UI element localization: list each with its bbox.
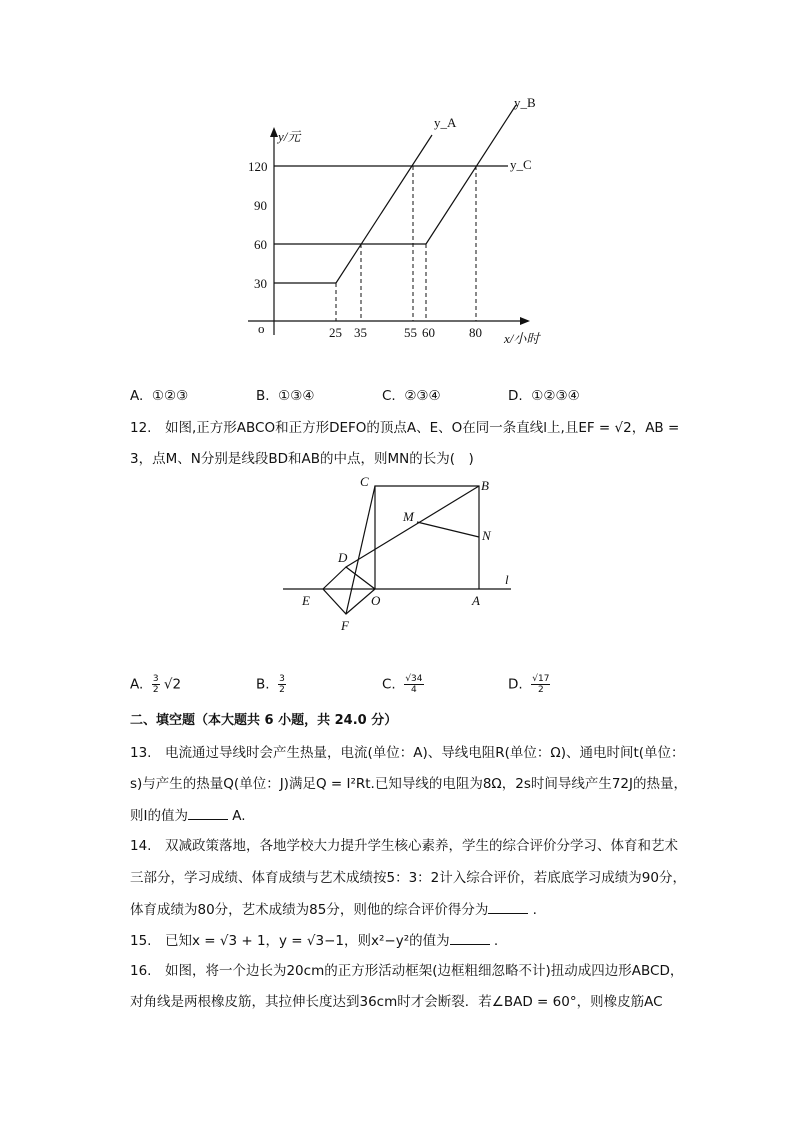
q15-stem: 15. 已知x = √3 + 1，y = √3−1，则x²−y²的值为	[130, 933, 450, 949]
y-axis-arrow	[270, 127, 278, 137]
q11-option-a	[130, 386, 188, 406]
q14-stem: 体育成绩为80分，艺术成绩为85分，则他的综合评价得分为	[130, 902, 489, 918]
q14-end: .	[532, 902, 537, 918]
segment-do	[346, 567, 375, 589]
option-letter: A.	[130, 676, 144, 693]
line-label-yb: y_B	[514, 95, 536, 110]
q12-option-d	[508, 674, 550, 695]
option-text: ②③④	[404, 388, 441, 404]
option-suffix: √2	[163, 676, 182, 693]
option-letter: A.	[130, 388, 144, 404]
point-label-o: O	[371, 593, 381, 608]
point-label-m: M	[403, 509, 414, 524]
q12-option-b	[256, 674, 286, 695]
option-letter: D.	[508, 388, 523, 404]
q15-line	[130, 930, 498, 951]
option-letter: C.	[382, 388, 396, 404]
x-axis-arrow	[520, 317, 530, 325]
q13-line-1: 13. 电流通过导线时会产生热量，电流(单位：A)、导线电阻R(单位：Ω)、通电时间t(单位：	[130, 745, 685, 761]
q16-line-1: 16. 如图，将一个边长为20cm的正方形活动框架(边框粗细忽略不计)扭动成四边形ABCD，	[130, 963, 684, 979]
fraction: $\frac{√17}{2}$	[532, 674, 550, 695]
option-letter: B.	[256, 676, 270, 693]
x-tick-label: 60	[422, 325, 435, 340]
y-axis-label: y/元	[278, 129, 301, 144]
q11-option-c	[382, 386, 441, 406]
point-label-n: N	[482, 528, 491, 543]
section-heading: 二、填空题（本大题共 6 小题，共 24.0 分）	[130, 713, 398, 728]
q16-line-2: 对角线是两根橡皮筋，其拉伸长度达到36cm时才会断裂．若∠BAD = 60°，则橡皮筋AC	[130, 994, 663, 1010]
option-text: ①②③	[151, 388, 189, 404]
q14-line-1: 14. 双减政策落地，各地学校大力提升学生核心素养，学生的综合评价分学习、体育和艺术	[130, 838, 678, 854]
line-label-yc: y_C	[510, 157, 532, 172]
q15-end: .	[493, 933, 499, 949]
x-tick-label: 55	[404, 325, 417, 340]
q13-line-3	[130, 805, 246, 826]
point-label-d: D	[338, 550, 348, 565]
square-defo	[323, 567, 375, 614]
y-tick-label: 60	[254, 237, 267, 252]
option-text: ①③④	[278, 388, 315, 404]
q14-line-3	[130, 899, 537, 920]
y-tick-label: 30	[254, 276, 267, 291]
q12-option-c	[382, 674, 424, 695]
q12-line-2: 3，点M、N分别是线段BD和AB的中点，则MN的长为( )	[130, 451, 474, 467]
point-label-a: A	[472, 593, 480, 608]
origin-label: o	[258, 321, 265, 336]
q13-unit: A.	[232, 808, 246, 824]
q13-stem: 则I的值为	[130, 808, 188, 824]
answer-blank[interactable]	[450, 930, 490, 945]
y-tick-label: 90	[254, 198, 267, 213]
y-tick-label: 120	[248, 159, 268, 174]
q13-line-2: s)与产生的热量Q(单位：J)满足Q = I²Rt.已知导线的电阻为8Ω，2s时间导线产生72J的热量，	[130, 776, 688, 792]
fraction: $\frac{3}{2}$	[152, 674, 159, 695]
option-letter: B.	[256, 388, 270, 404]
option-letter: C.	[382, 676, 396, 693]
segment-mn	[417, 522, 479, 537]
option-letter: D.	[508, 676, 523, 693]
q11-option-b	[256, 386, 314, 406]
line-label-l: l	[505, 572, 509, 587]
x-tick-label: 35	[354, 325, 367, 340]
fraction: $\frac{3}{2}$	[279, 674, 285, 695]
q14-line-2: 三部分，学习成绩、体育成绩与艺术成绩按5：3：2计入综合评价，若底底学习成绩为90分，	[130, 870, 686, 886]
q11-option-d	[508, 386, 580, 406]
square-abco	[375, 486, 479, 589]
line-label-ya: y_A	[434, 115, 457, 130]
q12-line-1: 12. 如图,正方形ABCO和正方形DEFO的顶点A、E、O在同一条直线l上,且EF = √2，AB =	[130, 420, 680, 436]
point-label-c: C	[360, 474, 369, 489]
answer-blank[interactable]	[188, 805, 228, 820]
x-tick-label: 25	[329, 325, 342, 340]
q12-figure	[275, 474, 525, 639]
q12-option-a	[130, 674, 181, 695]
line-ya	[336, 135, 432, 283]
fraction: $\frac{√34}{4}$	[405, 674, 423, 695]
answer-blank[interactable]	[488, 899, 528, 914]
point-label-f: F	[341, 618, 349, 633]
q11-graph	[230, 95, 560, 360]
option-text: ①②③④	[531, 388, 580, 404]
x-tick-label: 80	[469, 325, 482, 340]
point-label-e: E	[302, 593, 310, 608]
point-label-b: B	[481, 478, 489, 493]
x-axis-label: x/小时	[504, 331, 540, 346]
